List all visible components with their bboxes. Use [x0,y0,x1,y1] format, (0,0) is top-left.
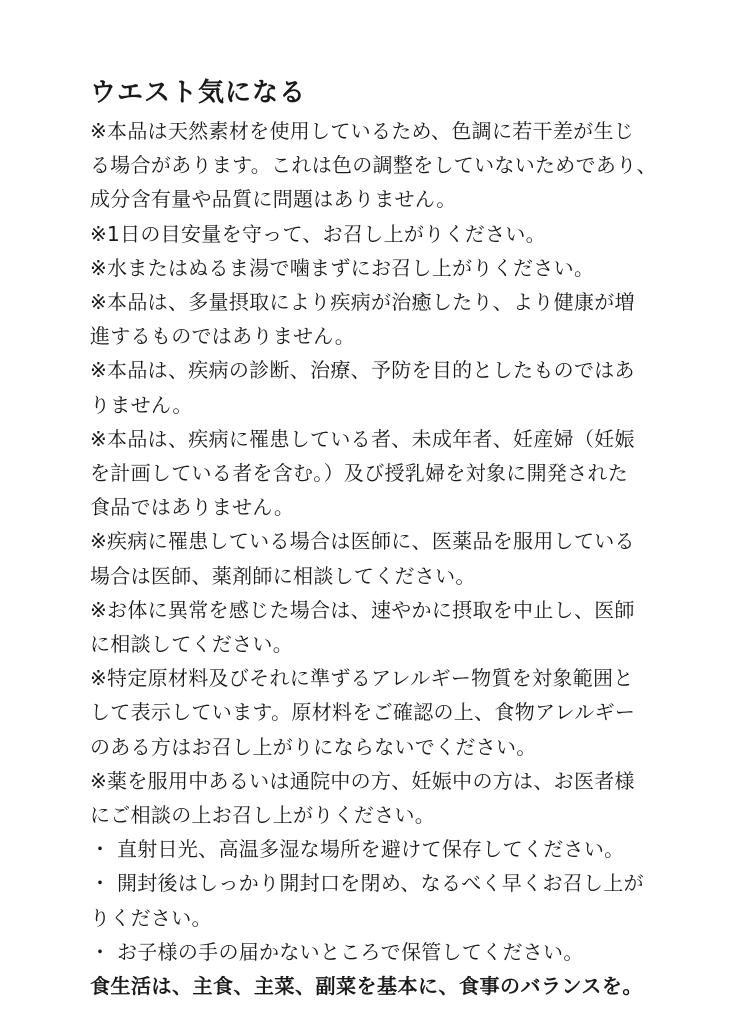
precaution-allergy: ※特定原材料及びそれに準ずるアレルギー物質を対象範囲と して表示しています。原材料をご確認の上、食物アレルギー のある方はお召し上がりにならないでください。 [90,666,636,759]
diet-balance-notice: 食生活は、主食、主菜、副菜を基本に、食事のバランスを。 [90,974,643,998]
section-title: ウエスト気になる [90,78,307,108]
precaution-stop-if-abnormal: ※お体に異常を感じた場合は、速やかに摂取を中止し、医師 に相談してください。 [90,597,635,657]
storage-sunlight: ・ 直射日光、高温多湿な場所を避けて保存してください。 [90,837,625,862]
precaution-consult-doctor: ※疾病に罹患している場合は医師に、医薬品を服用している 場合は医師、薬剤師に相談してください。 [90,529,635,588]
precaution-not-treatment: ※本品は、疾病の診断、治療、予防を目的としたものではあ りません。 [90,358,635,417]
precaution-target-users: ※本品は、疾病に罹患している者、未成年者、妊産婦（妊娠 を計画している者を含む。）及び授乳婦を対象に開発された 食品ではありません。 [90,426,635,520]
storage-after-opening: ・ 開封後はしっかり開封口を閉め、なるべく早くお召し上が りください。 [90,871,644,930]
precaution-daily-amount: ※1日の目安量を守って、お召し上がりください。 [90,221,546,246]
precaution-natural-color: ※本品は天然素材を使用しているため、色調に若干差が生じ る場合があります。これは色の調整をしていないためであり、 成分含有量や品質に問題はありません。 [90,119,657,212]
storage-children: ・ お子様の手の届かないところで保管してください。 [90,939,584,964]
precaution-medication-pregnancy: ※薬を服用中あるいは通院中の方、妊娠中の方は、お医者様 にご相談の上お召し上がりください。 [90,768,635,828]
precaution-overdose: ※本品は、多量摂取により疾病が治癒したり、より健康が増 進するものではありません。 [90,290,635,349]
precaution-list [90,114,680,969]
precaution-with-water: ※水またはぬるま湯で噛まずにお召し上がりください。 [90,255,595,280]
